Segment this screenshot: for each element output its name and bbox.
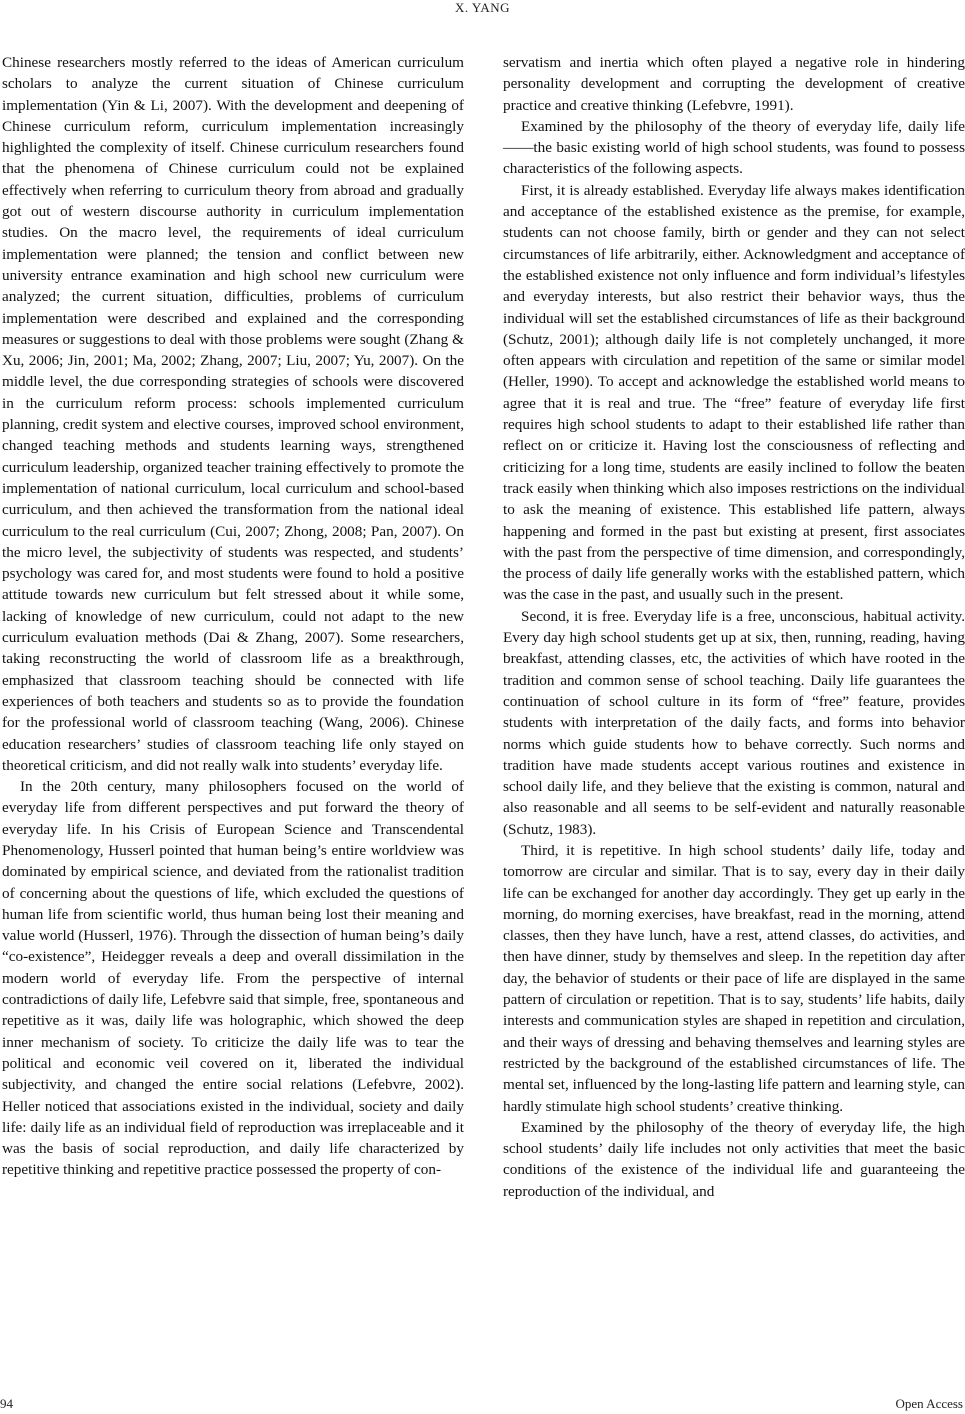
running-head: X. YANG bbox=[454, 0, 511, 15]
paragraph: First, it is already established. Everyday life always makes identification and acceptance of the established existence as the premise, for example, students can not choose family, birth or gender and they can not select circumstances of life arbitrarily, either. Acknowledgment and acceptance of the established existence not only influence and form individual’s lifestyles and everyday interests, but also restrict their behavior ways, thus the individual will set the established circumstances of life as their background (Schutz, 2001); although daily life is not completely unchanged, it more often appears with circulation and repetition of the same or similar model (Heller, 1990). To accept and acknowledge the established world means to agree that it is real and true. The “free” feature of everyday life first requires high school students to adapt to their established life rather than reflect on or criticize it. Having lost the consciousness of reflecting and criticizing for a long time, students are easily inclined to follow the beaten track easily when thinking which also imposes restrictions on the individual to ask the meaning of existence. This established life pattern, always happening and formed in the past but existing at present, first associates with the past from the perspective of time dimension, and correspondingly, the process of daily life generally works with the established pattern, which was the case in the past, and usually such in the present. bbox=[503, 181, 965, 604]
paragraph: Chinese researchers mostly referred to the ideas of American curriculum scholars to analyze the current situation of Chinese curriculum implementation (Yin & Li, 2007). With the development and deepening of Chinese curriculum reform, curriculum implementation increasingly highlighted the complexity of itself. Chinese curriculum researchers found that the phenomena of Chinese curriculum could not be explained effectively when referring to curriculum theory from abroad and gradually got out of western discourse authority in curriculum implementation studies. On the macro level, the requirements of ideal curriculum implementation were planned; the tension and conflict between new university entrance examination and high school new curriculum were analyzed; the current situation, difficulties, problems of curriculum implementation were described and explained and the corresponding measures or suggestions to deal with those problems were sought (Zhang & Xu, 2006; Jin, 2001; Ma, 2002; Zhang, 2007; Liu, 2007; Yu, 2007). On the middle level, the due corresponding strategies of schools were discovered in the curriculum reform process: schools implemented curriculum planning, credit system and elective courses, improved school environment, changed teaching methods and students learning ways, strengthened curriculum leadership, organized teacher training effectively to promote the implementation of national curriculum, local curriculum and school-based curriculum, and then achieved the transformation from the national ideal curriculum to the real curriculum (Cui, 2007; Zhong, 2008; Pan, 2007). On the micro level, the subjectivity of students was respected, and students’ psychology was cared for, and most students were found to hold a positive attitude towards new curriculum but felt stressed about it while some, lacking of knowledge of new curriculum, could not adapt to the new curriculum evaluation methods (Dai & Zhang, 2007). Some researchers, taking reconstructing the world of classroom life as a breakthrough, emphasized that classroom teaching should be connected with life experiences of both teachers and students so as to provide the foundation for the professional world of classroom teaching (Wang, 2006). Chinese education researchers’ studies of classroom teaching life only stayed on theoretical criticism, and did not really walk into students’ everyday life. bbox=[2, 54, 464, 774]
paragraph: servatism and inertia which often played a negative role in hindering personality development and corrupting the development of creative practice and creative thinking (Lefebvre, 1991). bbox=[503, 54, 965, 114]
paragraph: Examined by the philosophy of the theory of everyday life, daily life——the basic existing world of high school students, was found to possess characteristics of the following aspects. bbox=[503, 117, 965, 178]
paragraph: Third, it is repetitive. In high school students’ daily life, today and tomorrow are circular and similar. That is to say, every day in their daily life can be exchanged for another day accordingly. They get up early in the morning, do morning exercises, have breakfast, read in the morning, attend classes, then they have lunch, have a rest, attend classes, do activities, and then have dinner, study by themselves and sleep. In the repetition day after day, the behavior of students or their pace of life are displayed in the same pattern of circulation or repetition. That is to say, students’ life habits, daily interests and communication styles are shaped in repetition and circulation, and their ways of dressing and behaving themselves and learning styles are restricted by the background of the established circumstances of life. The mental set, influenced by the long-lasting life pattern and learning style, can hardly stimulate high school students’ creative thinking. bbox=[503, 841, 965, 1115]
page-number: 94 bbox=[0, 1396, 13, 1411]
paragraph: In the 20th century, many philosophers focused on the world of everyday life from different perspectives and put forward the theory of everyday life. In his Crisis of European Science and Transcendental Phenomenology, Husserl pointed that human being’s entire worldview was dominated by empirical science, and deviated from the rationalist tradition of concerning about the questions of life, which excluded the questions of human life from scientific world, thus human being lost their meaning and value world (Husserl, 1976). Through the dissection of human being’s daily “co-existence”, Heidegger reveals a deep and overall dissimilation in the modern world of everyday life. From the perspective of internal contradictions of daily life, Lefebvre said that simple, free, spontaneous and repetitive as it was, daily life was holographic, which showed the deep inner mechanism of society. To criticize the daily life was to tear the political and economic veil covered on it, liberated the individual subjectivity, and changed the entire social relations (Lefebvre, 2002). Heller noticed that associations existed in the individual, society and daily life: daily life as an individual field of reproduction was irreplaceable and it was the basis of social reproduction, and daily life characterized by repetitive thinking and repetitive practice possessed the property of con- bbox=[2, 778, 464, 1179]
paragraph: Second, it is free. Everyday life is a free, unconscious, habitual activity. Every day high school students get up at six, then, running, reading, having breakfast, attending classes, etc, the activities of which have rooted in the tradition and common sense of school teaching. Daily life guarantees the continuation of school culture in its form of “free” feature, provides students with interpretation of the daily facts, and forms into behavior norms which guide students how to behave correctly. Such norms and tradition have made students accept various routines and existence in school daily life, and they believe that the existing is common, natural and also reasonable and all seems to be self-evident and naturally reasonable (Schutz, 1983). bbox=[503, 607, 965, 838]
paragraph: Examined by the philosophy of the theory of everyday life, the high school students’ daily life includes not only activities that meet the basic conditions of the existence of the individual life and guaranteeing the reproduction of the individual, and bbox=[503, 1118, 965, 1200]
open-access-label: Open Access bbox=[895, 1396, 963, 1411]
left-column bbox=[2, 52, 464, 1181]
right-column bbox=[503, 52, 965, 1202]
